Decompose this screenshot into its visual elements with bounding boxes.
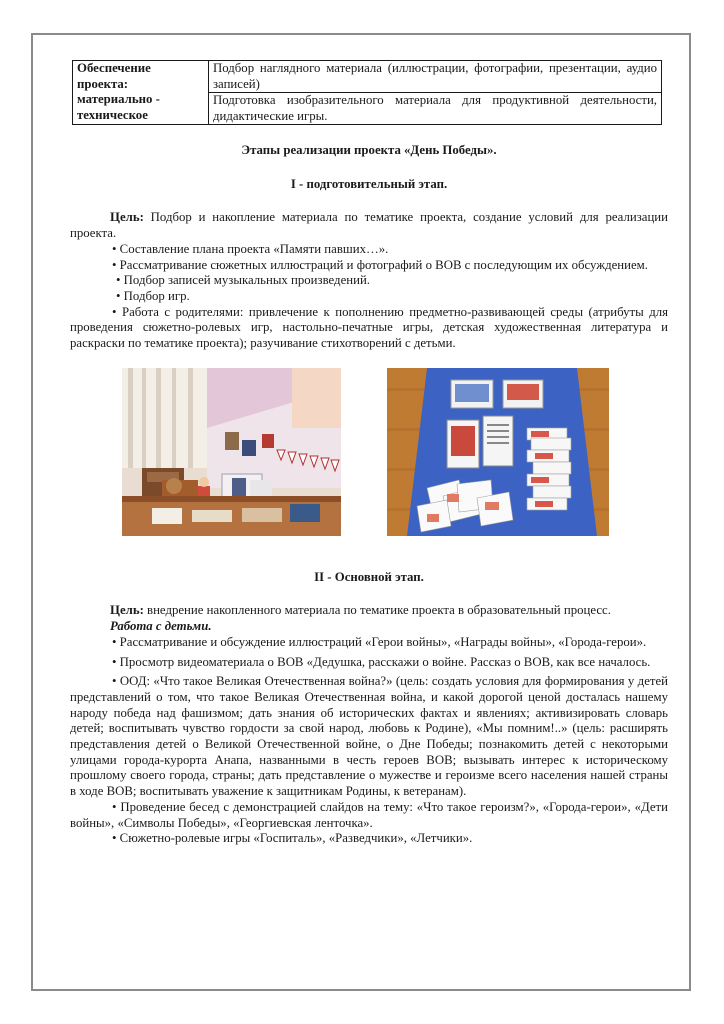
page-content bbox=[70, 60, 668, 847]
page-title: Этапы реализации проекта «День Победы». bbox=[241, 143, 497, 157]
goal-label: Цель: bbox=[110, 210, 144, 225]
stage1-item: • Рассматривание сюжетных иллюстраций и фотографий о ВОВ с последующим их обсуждением. bbox=[112, 257, 648, 272]
photo-row bbox=[70, 368, 668, 540]
stage1-item: • Подбор записей музыкальных произведений. bbox=[116, 273, 370, 288]
stage1-item: • Подбор игр. bbox=[116, 288, 190, 303]
stage2-item: • Рассматривание и обсуждение иллюстраций «Герои войны», «Награды войны», «Города-герои». bbox=[112, 634, 647, 649]
stage2-item: • ООД: «Что такое Великая Отечественная война?» (цель: создать условия для формирования у детей представлений о том, что такое Великая Отечественная война, и какой дорогой ценой досталась нашему народу победа над фашизмом; дать знания об исторических фактах и явлениях; активизировать словарь детей; воспитывать чувство гордости за свой народ, любовь к Родине), «Мы помним!..» (цель: расширять представления детей о Великой Отечественной войне, о Дне Победы; познакомить детей с некоторыми улицами города-курорта Анапа, названными в честь героев ВОВ; вызывать интерес к историческому прошлому своего города, страны; дать представление о мужестве и героизме всего населения нашей страны в ходе ВОВ; воспитывать уважение к защитникам Родины, к ветеранам). bbox=[70, 674, 668, 799]
goal-text: внедрение накопленного материала по тематике проекта в образовательный процесс. bbox=[143, 603, 611, 618]
table-cell-materials: Подбор наглядного материала (иллюстрации, фотографии, презентации, аудио записей) bbox=[209, 61, 662, 93]
stage1-heading: I - подготовительный этап. bbox=[290, 176, 448, 191]
stage1-goal bbox=[70, 210, 668, 241]
document-page bbox=[31, 33, 691, 991]
stage2-heading: II - Основной этап. bbox=[314, 569, 424, 584]
stage2-goal bbox=[70, 603, 668, 619]
table-cell-preparation: Подготовка изобразительного материала для продуктивной деятельности, дидактические игры. bbox=[209, 93, 662, 125]
goal-text: Подбор и накопление материала по тематике проекта, создание условий для реализации проекта. bbox=[70, 210, 668, 241]
goal-label: Цель: bbox=[110, 603, 144, 618]
table-label-cell: Обеспечение проекта: материально - техническое bbox=[73, 61, 209, 125]
stage2-item: • Сюжетно-ролевые игры «Госпиталь», «Разведчики», «Летчики». bbox=[112, 831, 473, 846]
stage2-item: • Проведение бесед с демонстрацией слайдов на тему: «Что такое героизм?», «Города-герои», «Дети войны», «Символы Победы», «Георгиевская ленточка». bbox=[70, 799, 668, 830]
classroom-corner-photo bbox=[122, 368, 341, 536]
game-cards-photo bbox=[387, 368, 609, 536]
children-work-subheading: Работа с детьми. bbox=[110, 619, 212, 634]
stage2-item: • Просмотр видеоматериала о ВОВ «Дедушка, расскажи о войне. Рассказ о ВОВ, как все началось. bbox=[112, 654, 651, 669]
stage1-item: • Составление плана проекта «Памяти павших…». bbox=[112, 241, 389, 256]
stage1-item: • Работа с родителями: привлечение к пополнению предметно-развивающей среды (атрибуты для проведения сюжетно-ролевых игр, настольно-печатные игры, детская художественная литература и раскраски по тематике проекта); разучивание стихотворений с детьми. bbox=[70, 304, 668, 351]
project-support-table bbox=[72, 60, 662, 125]
